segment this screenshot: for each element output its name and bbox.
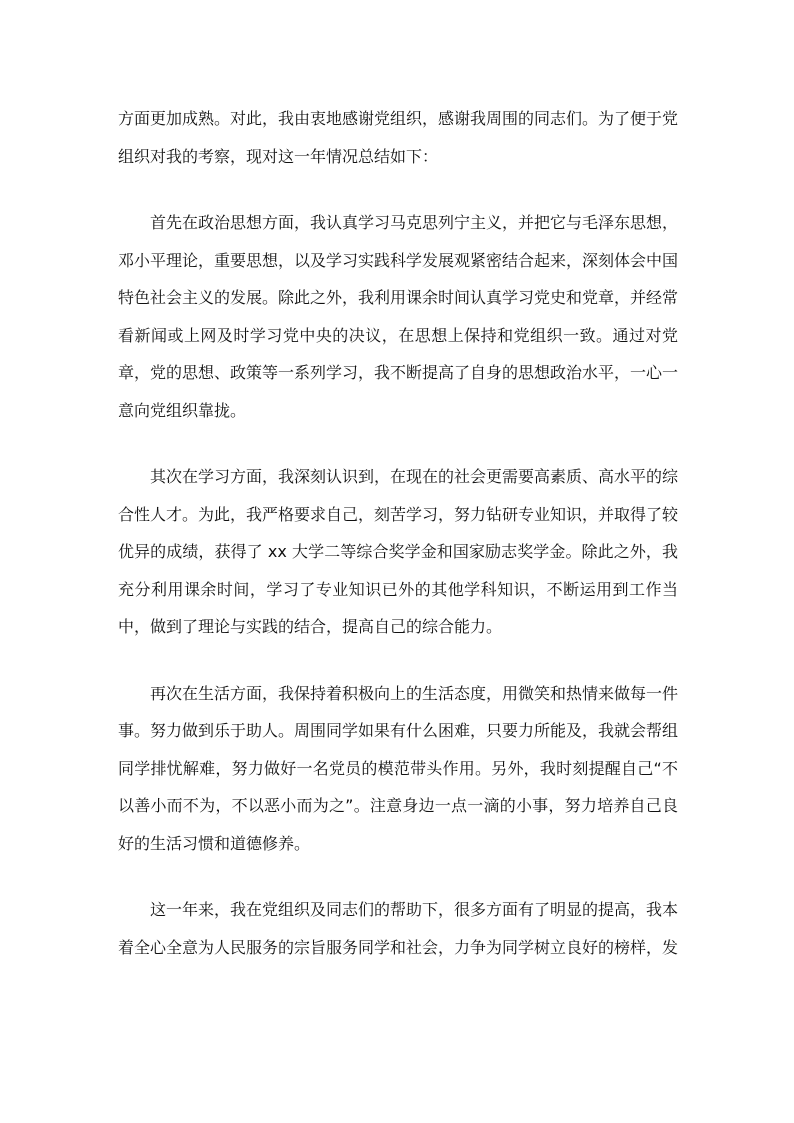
- paragraph-life: 再次在生活方面，我保持着积极向上的生活态度，用微笑和热情来做每一件事。努力做到乐于助人。周围同学如果有什么困难，只要力所能及，我就会帮组同学排忧解难，努力做好一名党员的模范带头作用。另外，我时刻提醒自己“不以善小而不为，不以恶小而为之”。注意身边一点一滴的小事，努力培养自己良好的生活习惯和道德修养。: [118, 683, 679, 853]
- paragraph-summary: 这一年来，我在党组织及同志们的帮助下，很多方面有了明显的提高，我本着全心全意为人民服务的宗旨服务同学和社会，力争为同学树立良好的榜样，发: [118, 900, 679, 957]
- paragraph-continuation: 方面更加成熟。对此，我由衷地感谢党组织，感谢我周围的同志们。为了便于党组织对我的考察，现对这一年情况总结如下：: [118, 109, 679, 166]
- document-page: [118, 100, 678, 966]
- paragraph-study: 其次在学习方面，我深刻认识到，在现在的社会更需要高素质、高水平的综合性人才。为此，我严格要求自己，刻苦学习，努力钻研专业知识，并取得了较优异的成绩，获得了 xx 大学二等综合奖学金和国家励志奖学金。除此之外，我充分利用课余时间，学习了专业知识已外的其他学科知识，不断运用到工作当中，做到了理论与实践的结合，提高自己的综合能力。: [118, 467, 679, 636]
- paragraph-political-thought: 首先在政治思想方面，我认真学习马克思列宁主义，并把它与毛泽东思想，邓小平理论，重要思想，以及学习实践科学发展观紧密结合起来，深刻体会中国特色社会主义的发展。除此之外，我利用课余时间认真学习党史和党章，并经常看新闻或上网及时学习党中央的决议，在思想上保持和党组织一致。通过对党章，党的思想、政策等一系列学习，我不断提高了自身的思想政治水平，一心一意向党组织靠拢。: [118, 213, 679, 420]
